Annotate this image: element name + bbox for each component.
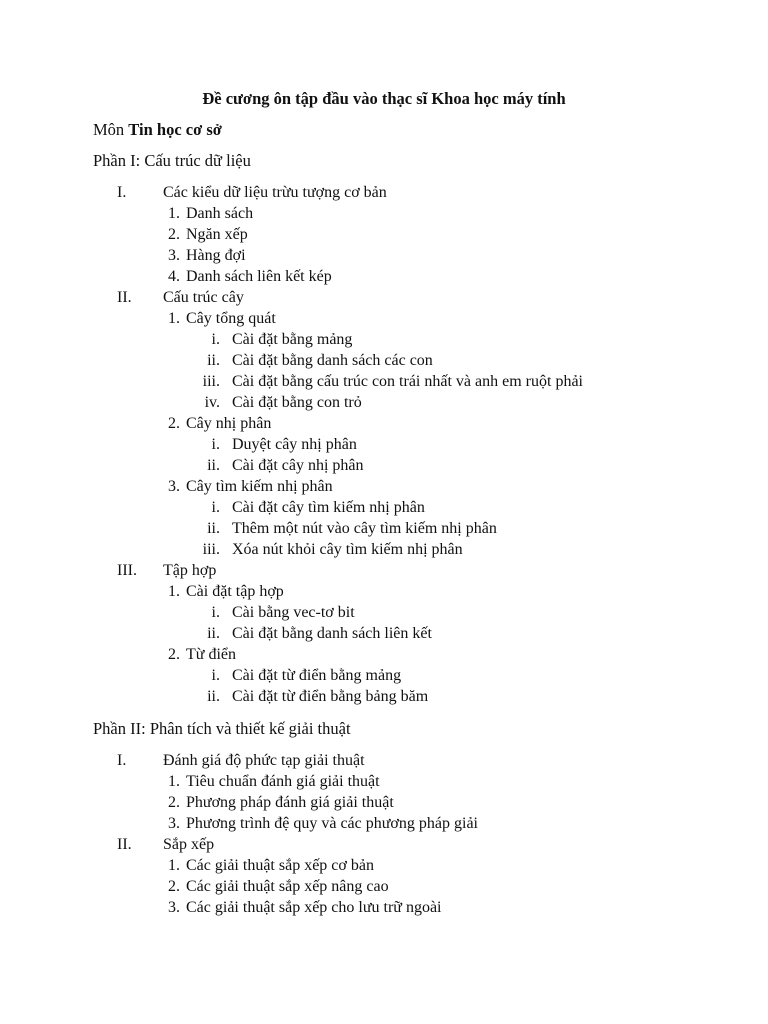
outline-item-number: 2. [168, 415, 180, 432]
outline-item-level-2 [0, 266, 768, 287]
subject-prefix: Môn [93, 120, 125, 139]
outline-item-text: Cài đặt cây nhị phân [232, 457, 364, 474]
outline-item-number: ii. [207, 625, 220, 642]
outline-item-level-1 [0, 560, 768, 581]
outline-item-level-3 [0, 371, 768, 392]
outline-item-level-2 [0, 876, 768, 897]
outline-item-text: Cài đặt bằng mảng [232, 331, 353, 348]
part-outline-1 [0, 182, 768, 707]
outline-item-level-3 [0, 350, 768, 371]
outline-item-level-3 [0, 518, 768, 539]
outline-item-level-2 [0, 476, 768, 497]
part-outline-2 [0, 750, 768, 918]
outline-item-number: 2. [168, 226, 180, 243]
outline-item-number: 1. [168, 310, 180, 327]
outline-item-number: 1. [168, 205, 180, 222]
document-title: Đề cương ôn tập đầu vào thạc sĩ Khoa học máy tính [202, 89, 566, 108]
outline-item-number: I. [117, 184, 127, 201]
outline-item-text: Cài đặt cây tìm kiếm nhị phân [232, 499, 425, 516]
outline-item-number: 3. [168, 247, 180, 264]
outline-item-text: Cây tổng quát [186, 310, 276, 327]
outline-item-number: i. [211, 604, 220, 621]
outline-item-level-3 [0, 392, 768, 413]
outline-item-level-3 [0, 434, 768, 455]
outline-item-level-2 [0, 792, 768, 813]
outline-item-level-2 [0, 308, 768, 329]
outline-item-number: II. [117, 289, 132, 306]
outline-item-text: Từ điển [186, 646, 236, 663]
outline-item-number: i. [211, 667, 220, 684]
outline-item-level-3 [0, 602, 768, 623]
outline-item-level-3 [0, 665, 768, 686]
subject-line [93, 120, 222, 140]
outline-item-number: 2. [168, 794, 180, 811]
outline-item-number: 3. [168, 899, 180, 916]
outline-item-number: 3. [168, 478, 180, 495]
outline-item-text: Cây nhị phân [186, 415, 272, 432]
outline-item-level-2 [0, 897, 768, 918]
outline-item-number: i. [211, 436, 220, 453]
outline-item-level-2 [0, 224, 768, 245]
outline-item-level-3 [0, 329, 768, 350]
outline-item-text: Cài đặt bằng con trỏ [232, 394, 362, 411]
outline-item-level-3 [0, 497, 768, 518]
outline-item-text: Các kiểu dữ liệu trừu tượng cơ bản [163, 184, 387, 201]
outline-item-text: Xóa nút khỏi cây tìm kiếm nhị phân [232, 541, 463, 558]
outline-item-level-3 [0, 686, 768, 707]
outline-item-number: iii. [202, 541, 220, 558]
outline-item-level-2 [0, 413, 768, 434]
outline-item-level-2 [0, 581, 768, 602]
outline-item-number: II. [117, 836, 132, 853]
outline-item-text: Cài đặt từ điển bằng bảng băm [232, 688, 429, 705]
outline-item-level-1 [0, 750, 768, 771]
outline-item-level-2 [0, 644, 768, 665]
outline-item-text: Các giải thuật sắp xếp cơ bản [186, 857, 374, 874]
outline-item-number: 1. [168, 857, 180, 874]
outline-item-level-2 [0, 813, 768, 834]
outline-item-text: Các giải thuật sắp xếp cho lưu trữ ngoài [186, 899, 442, 916]
outline-item-level-1 [0, 834, 768, 855]
outline-item-text: Phương pháp đánh giá giải thuật [186, 794, 394, 811]
outline-item-text: Thêm một nút vào cây tìm kiếm nhị phân [232, 520, 497, 537]
outline-item-level-2 [0, 771, 768, 792]
outline-item-text: Hàng đợi [186, 247, 246, 264]
outline-item-text: Cây tìm kiếm nhị phân [186, 478, 333, 495]
outline-item-number: 2. [168, 878, 180, 895]
outline-item-number: i. [211, 331, 220, 348]
outline-item-text: Ngăn xếp [186, 226, 248, 243]
outline-item-level-3 [0, 539, 768, 560]
outline-item-level-3 [0, 455, 768, 476]
outline-item-number: ii. [207, 457, 220, 474]
outline-item-number: ii. [207, 688, 220, 705]
outline-item-text: Cài đặt bằng cấu trúc con trái nhất và anh em ruột phải [232, 373, 583, 390]
outline-item-number: i. [211, 499, 220, 516]
outline-item-text: Sắp xếp [163, 836, 215, 853]
outline-item-level-3 [0, 623, 768, 644]
outline-item-text: Cài đặt bằng danh sách liên kết [232, 625, 432, 642]
outline-item-number: ii. [207, 352, 220, 369]
outline-item-text: Danh sách [186, 205, 254, 222]
outline-item-text: Duyệt cây nhị phân [232, 436, 357, 453]
outline-item-number: 1. [168, 773, 180, 790]
subject-name: Tin học cơ sở [128, 120, 222, 139]
outline-item-text: Cài đặt tập hợp [186, 583, 284, 600]
outline-item-level-1 [0, 287, 768, 308]
outline-item-number: 1. [168, 583, 180, 600]
outline-item-level-2 [0, 203, 768, 224]
outline-item-text: Danh sách liên kết kép [186, 268, 332, 285]
outline-item-number: iii. [202, 373, 220, 390]
outline-item-number: ii. [207, 520, 220, 537]
outline-item-text: Phương trình đệ quy và các phương pháp giải [186, 815, 478, 832]
outline-item-text: Tiêu chuẩn đánh giá giải thuật [186, 773, 380, 790]
outline-item-number: I. [117, 752, 127, 769]
outline-item-text: Tập hợp [163, 562, 217, 579]
outline-item-text: Đánh giá độ phức tạp giải thuật [163, 752, 365, 769]
outline-item-level-2 [0, 855, 768, 876]
part-heading-2: Phần II: Phân tích và thiết kế giải thuật [93, 719, 351, 738]
outline-item-text: Cấu trúc cây [163, 289, 244, 306]
outline-item-number: iv. [204, 394, 220, 411]
outline-item-level-1 [0, 182, 768, 203]
outline-item-text: Cài đặt bằng danh sách các con [232, 352, 433, 369]
outline-item-text: Các giải thuật sắp xếp nâng cao [186, 878, 389, 895]
outline-item-number: 2. [168, 646, 180, 663]
part-heading-1: Phần I: Cấu trúc dữ liệu [93, 151, 251, 170]
outline-item-text: Cài bằng vec-tơ bit [232, 604, 355, 621]
outline-item-number: 3. [168, 815, 180, 832]
outline-item-level-2 [0, 245, 768, 266]
outline-item-number: III. [117, 562, 137, 579]
outline-item-text: Cài đặt từ điển bằng mảng [232, 667, 402, 684]
outline-item-number: 4. [168, 268, 180, 285]
